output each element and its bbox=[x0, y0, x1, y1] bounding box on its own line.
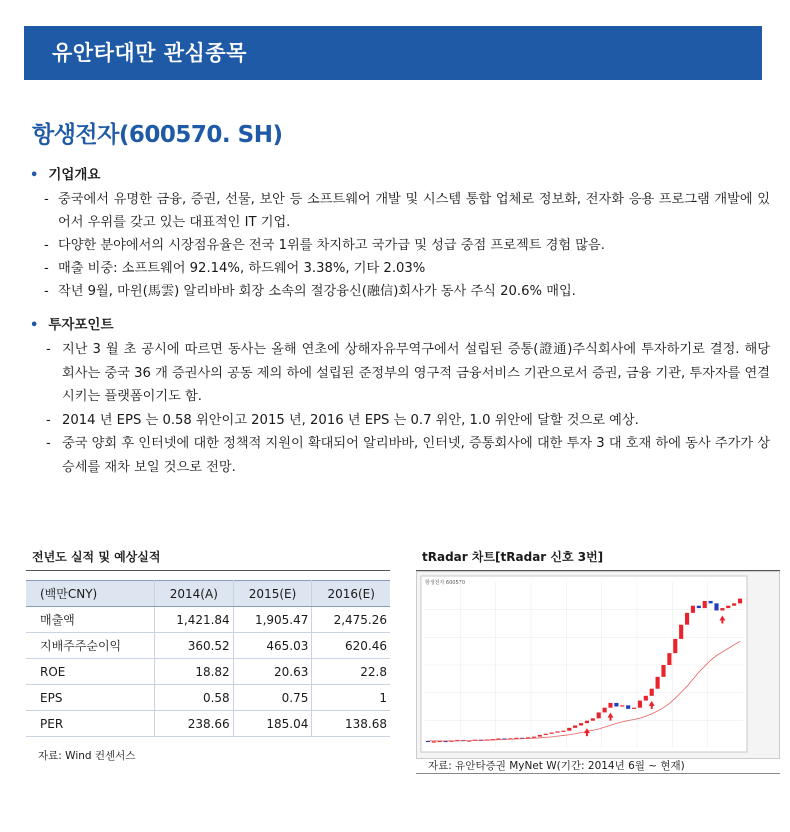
candle bbox=[644, 696, 648, 701]
candle bbox=[650, 689, 654, 696]
company-overview-heading bbox=[30, 163, 770, 183]
dash-icon: - bbox=[44, 284, 49, 299]
company-overview-heading-text: 기업개요 bbox=[48, 167, 101, 183]
row-label: PER bbox=[26, 711, 154, 737]
candle bbox=[685, 613, 689, 625]
candle bbox=[620, 705, 624, 706]
candle bbox=[667, 653, 671, 665]
list-item-text: 매출 비중: 소프트웨어 92.14%, 하드웨어 3.38%, 기타 2.03% bbox=[58, 261, 426, 276]
report-banner bbox=[24, 26, 762, 80]
candle bbox=[720, 608, 724, 610]
price-chart-svg bbox=[417, 572, 779, 758]
candle bbox=[538, 735, 542, 737]
candle bbox=[544, 734, 548, 735]
table-cell: 20.63 bbox=[233, 659, 312, 685]
table-cell: 360.52 bbox=[154, 633, 233, 659]
candle bbox=[673, 639, 677, 653]
financials-table bbox=[26, 580, 390, 737]
price-chart bbox=[416, 571, 780, 759]
candle bbox=[732, 603, 736, 605]
row-label: EPS bbox=[26, 685, 154, 711]
candle bbox=[679, 625, 683, 639]
candle bbox=[632, 708, 636, 709]
table-cell: 18.82 bbox=[154, 659, 233, 685]
table-cell: 0.75 bbox=[233, 685, 312, 711]
table-cell: 0.58 bbox=[154, 685, 233, 711]
financials-title: 전년도 실적 및 예상실적 bbox=[32, 550, 161, 564]
candle bbox=[550, 733, 554, 734]
candle bbox=[555, 731, 559, 732]
column-header: 2014(A) bbox=[154, 581, 233, 607]
list-item bbox=[30, 234, 770, 257]
candle bbox=[585, 721, 589, 723]
dash-icon: - bbox=[44, 192, 49, 207]
chart-source: 자료: 유안타증권 MyNet W(기간: 2014년 6월 ~ 현재) bbox=[428, 760, 685, 772]
candle bbox=[567, 728, 571, 731]
company-overview-section bbox=[30, 163, 770, 303]
dash-icon: - bbox=[44, 238, 49, 253]
financials-source: 자료: Wind 컨센서스 bbox=[38, 750, 136, 762]
dash-icon: - bbox=[46, 342, 51, 357]
candle bbox=[603, 708, 607, 713]
list-item bbox=[30, 432, 770, 479]
candle bbox=[638, 701, 642, 708]
list-item bbox=[30, 280, 770, 303]
stock-title: 항생전자(600570. SH) bbox=[32, 122, 283, 148]
plot-area bbox=[421, 576, 747, 752]
candle bbox=[703, 601, 707, 608]
table-row bbox=[26, 659, 390, 685]
row-label: ROE bbox=[26, 659, 154, 685]
table-cell: 465.03 bbox=[233, 633, 312, 659]
candle bbox=[661, 665, 665, 677]
table-row bbox=[26, 711, 390, 737]
list-item bbox=[30, 188, 770, 234]
investment-points-section bbox=[30, 313, 770, 479]
candle bbox=[614, 703, 618, 707]
list-item bbox=[30, 409, 770, 433]
column-header: 2015(E) bbox=[233, 581, 312, 607]
table-cell: 620.46 bbox=[312, 633, 390, 659]
list-item-text: 작년 9월, 마윈(馬雲) 알리바바 회장 소속의 절강융신(融信)회사가 동사 주식 20.6% 매입. bbox=[58, 284, 576, 299]
list-item-text: 중국 양회 후 인터넷에 대한 정책적 지원이 확대되어 알리바바, 인터넷, 증통회사에 대한 투자 3 대 호재 하에 동사 주가가 상승세를 재차 보일 것으로 전망. bbox=[62, 436, 770, 475]
table-cell: 238.66 bbox=[154, 711, 233, 737]
candle bbox=[709, 601, 713, 603]
candle bbox=[656, 677, 660, 689]
list-item-text: 지난 3 월 초 공시에 따르면 동사는 올해 연초에 상해자유무역구에서 설립된 증통(證通)주식회사에 투자하기로 결정. 해당 회사는 중국 36 개 증권사의 공동 제의 하에 설립된 준정부의 영구적 금융서비스 기관으로서 증권, 금융 기관, 투자자를 연결시키는 플랫폼이기도 함. bbox=[62, 342, 770, 404]
table-cell: 1 bbox=[312, 685, 390, 711]
divider bbox=[416, 773, 780, 774]
candle bbox=[738, 599, 742, 604]
candle bbox=[561, 731, 565, 732]
dash-icon: - bbox=[44, 261, 49, 276]
list-item-text: 2014 년 EPS 는 0.58 위안이고 2015 년, 2016 년 EPS 는 0.7 위안, 1.0 위안에 달할 것으로 예상. bbox=[62, 412, 639, 428]
candle bbox=[597, 712, 601, 718]
table-cell: 1,905.47 bbox=[233, 607, 312, 633]
list-item bbox=[30, 338, 770, 409]
candle bbox=[691, 606, 695, 613]
candle bbox=[579, 723, 583, 725]
table-cell: 138.68 bbox=[312, 711, 390, 737]
candle bbox=[591, 718, 595, 720]
row-label: 매출액 bbox=[26, 607, 154, 633]
candle bbox=[573, 725, 577, 727]
table-row bbox=[26, 607, 390, 633]
table-cell: 22.8 bbox=[312, 659, 390, 685]
table-header-row bbox=[26, 581, 390, 607]
dash-icon: - bbox=[46, 436, 51, 451]
bullet-icon: • bbox=[30, 168, 39, 183]
dash-icon: - bbox=[46, 412, 51, 428]
investment-points-heading bbox=[30, 313, 770, 333]
table-row bbox=[26, 685, 390, 711]
candle bbox=[432, 741, 436, 742]
list-item-text: 다양한 분야에서의 시장점유율은 전국 1위를 차지하고 국가급 및 성급 중점 프로젝트 경험 많음. bbox=[58, 238, 605, 253]
list-item bbox=[30, 257, 770, 280]
bullet-icon: • bbox=[30, 318, 39, 333]
candle bbox=[626, 705, 630, 709]
table-cell: 1,421.84 bbox=[154, 607, 233, 633]
candle bbox=[726, 606, 730, 608]
series-label: 항생전자 600570 bbox=[425, 580, 465, 586]
candle bbox=[697, 606, 701, 608]
table-cell: 185.04 bbox=[233, 711, 312, 737]
candle bbox=[714, 603, 718, 610]
column-header: (백만CNY) bbox=[26, 581, 154, 607]
table-cell: 2,475.26 bbox=[312, 607, 390, 633]
chart-title: tRadar 차트[tRadar 신호 3번] bbox=[422, 550, 604, 564]
investment-points-heading-text: 투자포인트 bbox=[48, 317, 114, 333]
divider bbox=[26, 570, 390, 571]
list-item-text: 중국에서 유명한 금융, 증권, 선물, 보안 등 소프트웨어 개발 및 시스템 통합 업체로 정보화, 전자화 응용 프로그램 개발에 있어서 우위를 갖고 있는 대표적인 IT 기업. bbox=[58, 192, 770, 230]
banner-title: 유안타대만 관심종목 bbox=[52, 41, 247, 65]
row-label: 지배주주순이익 bbox=[26, 633, 154, 659]
column-header: 2016(E) bbox=[312, 581, 390, 607]
candle bbox=[532, 737, 536, 738]
table-row bbox=[26, 633, 390, 659]
candle bbox=[608, 703, 612, 708]
